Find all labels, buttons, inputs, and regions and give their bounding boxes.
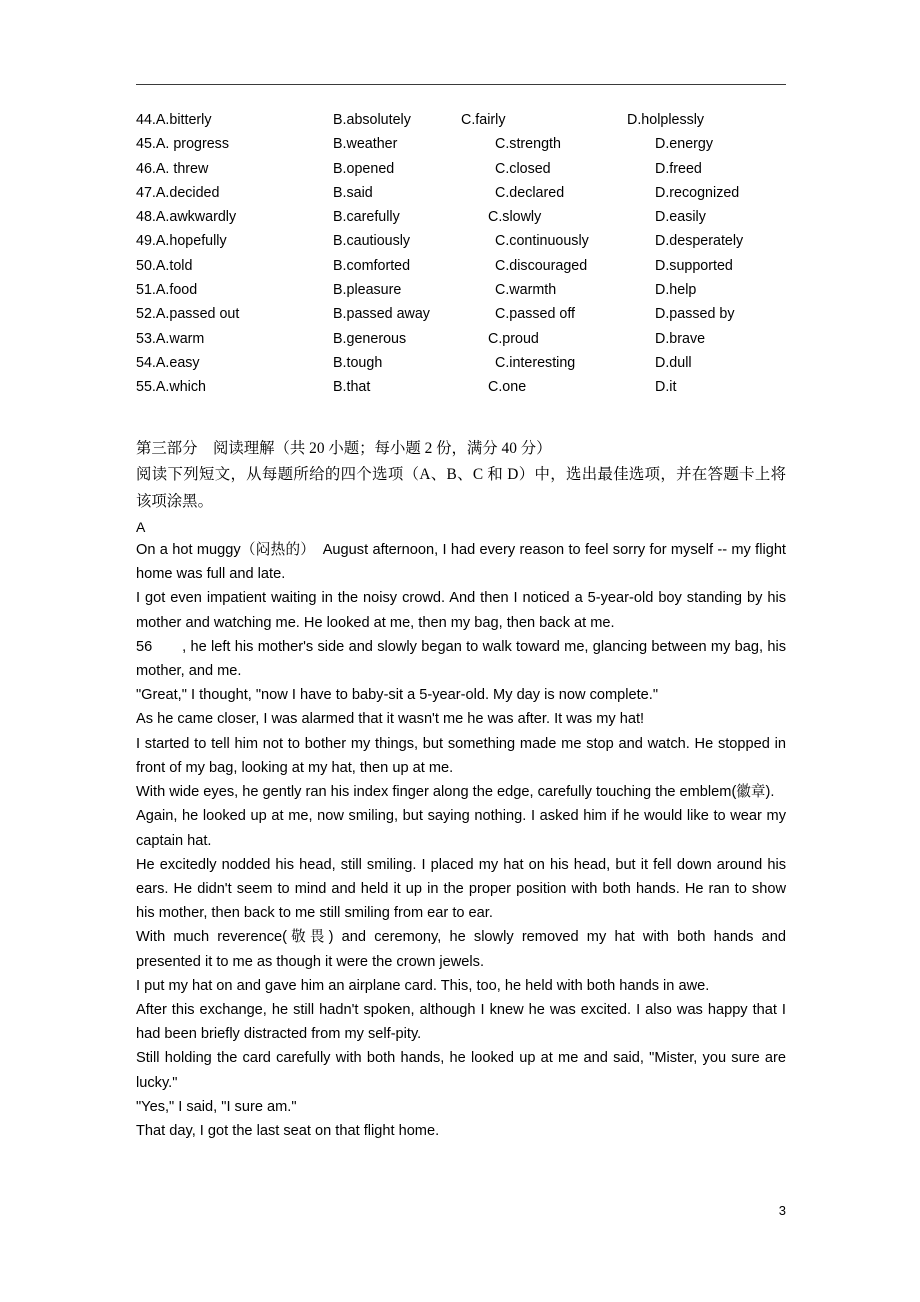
page-number: 3 <box>778 1203 786 1218</box>
cloze-option-a: 49.A.hopefully <box>136 233 227 250</box>
cloze-row-45 <box>136 132 786 156</box>
cloze-row-44 <box>136 108 786 132</box>
cloze-option-a: 47.A.decided <box>136 184 220 201</box>
cloze-option-b: B.cautiously <box>333 233 411 250</box>
cloze-option-b: B.passed away <box>333 306 430 323</box>
passage-paragraph: With wide eyes, he gently ran his index finger along the edge, carefully touching the emblem(徽章). <box>136 784 775 801</box>
passage-paragraph: As he came closer, I was alarmed that it wasn't me he was after. It was my hat! <box>136 711 645 728</box>
passage-paragraph: I started to tell him not to bother my things, but something made me stop and watch. He stopped in front of my bag, looking at my hat, then up at me. <box>136 735 786 776</box>
cloze-option-a: 48.A.awkwardly <box>136 209 237 226</box>
cloze-option-b: B.carefully <box>333 209 400 226</box>
header-rule <box>136 84 786 85</box>
cloze-option-c: C.proud <box>488 330 539 347</box>
cloze-option-a: 54.A.easy <box>136 354 200 371</box>
cloze-option-a: 55.A.which <box>136 379 206 396</box>
cloze-option-a: 46.A. threw <box>136 160 209 177</box>
cloze-option-d: D.desperately <box>655 233 744 250</box>
passage-paragraph: After this exchange, he still hadn't spoken, although I knew he was excited. I also was happy that I had been briefly distracted from my self-pity. <box>136 1001 786 1043</box>
passage-paragraph: Again, he looked up at me, now smiling, but saying nothing. I asked him if he would like to wear my captain hat. <box>136 808 786 849</box>
passage-paragraph: On a hot muggy（闷热的） August afternoon, I had every reason to feel sorry for myself -- my flight home was full and late. <box>136 542 786 583</box>
cloze-option-c: C.discouraged <box>495 257 588 274</box>
cloze-option-d: D.easily <box>655 209 706 226</box>
cloze-option-b: B.tough <box>333 354 383 371</box>
cloze-option-d: D.supported <box>655 257 733 274</box>
cloze-options-block <box>136 108 786 400</box>
cloze-option-a: 53.A.warm <box>136 330 205 347</box>
section-instruction: 阅读下列短文，从每题所给的四个选项（A、B、C 和 D）中，选出最佳选项，并在答题卡上将该项涂黑。 <box>136 466 786 510</box>
cloze-option-c: C.one <box>488 379 527 396</box>
cloze-option-c: C.fairly <box>461 112 506 128</box>
cloze-option-c: C.slowly <box>488 209 542 226</box>
cloze-row-53 <box>136 327 786 351</box>
passage-paragraph: I got even impatient waiting in the noisy crowd. And then I noticed a 5-year-old boy standing by his mother and watching me. He looked at me, then my bag, then back at me. <box>136 590 786 631</box>
passage-paragraph: With much reverence(敬畏) and ceremony, he slowly removed my hat with both hands and presented it to me as though it were the crown jewels. <box>136 929 786 970</box>
cloze-option-d: D.holplessly <box>627 112 705 128</box>
cloze-option-b: B.comforted <box>333 257 411 274</box>
cloze-option-c: C.interesting <box>495 354 576 371</box>
section-heading: 第三部分 阅读理解（共 20 小题；每小题 2 份，满分 40 分） <box>136 439 552 457</box>
passage-paragraph: He excitedly nodded his head, still smiling. I placed my hat on his head, but it fell down around his ears. He didn't seem to mind and held it up in the proper position with both hands. He ran to show his mother, then back to me still smiling from ear to ear. <box>136 856 786 922</box>
passage-paragraph: "Yes," I said, "I sure am." <box>136 1098 297 1115</box>
cloze-row-55 <box>136 375 786 399</box>
passage-paragraph: Still holding the card carefully with both hands, he looked up at me and said, "Mister, you sure are lucky." <box>136 1050 786 1091</box>
cloze-option-d: D.it <box>655 379 677 396</box>
cloze-option-d: D.freed <box>655 160 702 177</box>
cloze-row-51 <box>136 278 786 302</box>
cloze-option-b: B.pleasure <box>333 282 402 299</box>
cloze-option-b: B.opened <box>333 160 395 177</box>
cloze-option-a: 52.A.passed out <box>136 306 240 323</box>
cloze-option-b: B.that <box>333 379 371 396</box>
cloze-option-d: D.help <box>655 282 697 299</box>
cloze-option-b: B.weather <box>333 136 398 153</box>
cloze-option-b: B.said <box>333 184 373 201</box>
passage-paragraph: That day, I got the last seat on that flight home. <box>136 1122 440 1139</box>
cloze-option-c: C.continuously <box>495 233 589 250</box>
page-content <box>136 108 786 1143</box>
passage-paragraph: "Great," I thought, "now I have to baby-sit a 5-year-old. My day is now complete." <box>136 687 659 704</box>
cloze-option-a: 51.A.food <box>136 282 198 299</box>
cloze-option-a: 44.A.bitterly <box>136 112 212 128</box>
cloze-option-b: B.absolutely <box>333 112 411 128</box>
cloze-option-a: 45.A. progress <box>136 136 229 153</box>
cloze-row-54 <box>136 351 786 375</box>
passage-paragraph: I put my hat on and gave him an airplane card. This, too, he held with both hands in awe. <box>136 977 710 994</box>
reading-passage <box>136 517 786 1143</box>
cloze-option-d: D.passed by <box>655 306 735 323</box>
cloze-option-d: D.dull <box>655 354 692 371</box>
cloze-row-48 <box>136 205 786 229</box>
cloze-option-b: B.generous <box>333 330 407 347</box>
cloze-row-50 <box>136 254 786 278</box>
cloze-option-d: D.energy <box>655 136 714 153</box>
passage-label: A <box>136 519 146 536</box>
cloze-option-a: 50.A.told <box>136 257 193 274</box>
cloze-option-c: C.declared <box>495 184 565 201</box>
cloze-option-c: C.closed <box>495 160 551 177</box>
cloze-row-46 <box>136 157 786 181</box>
section-heading-block <box>136 436 786 516</box>
cloze-row-47 <box>136 181 786 205</box>
cloze-option-c: C.strength <box>495 136 561 153</box>
cloze-option-c: C.warmth <box>495 282 557 299</box>
cloze-row-49 <box>136 229 786 253</box>
passage-paragraph: 56 , he left his mother's side and slowly began to walk toward me, glancing between my bag, his mother, and me. <box>136 638 786 680</box>
cloze-option-d: D.recognized <box>655 184 740 201</box>
cloze-row-52 <box>136 302 786 326</box>
cloze-option-c: C.passed off <box>495 306 576 323</box>
cloze-option-d: D.brave <box>655 330 706 347</box>
